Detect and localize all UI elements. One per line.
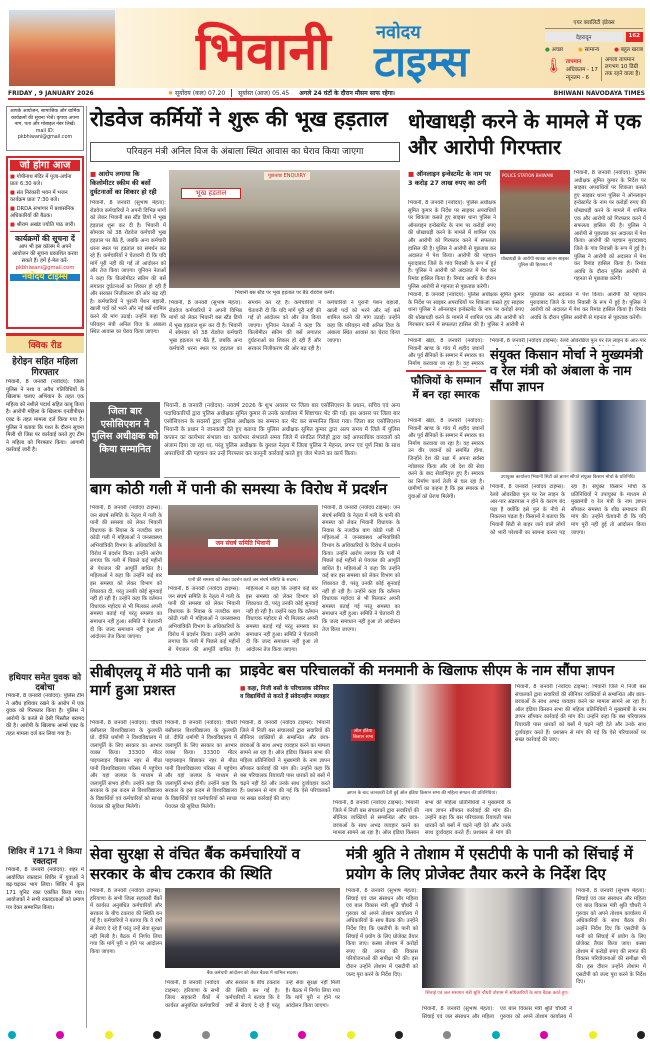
stp-photo — [422, 888, 572, 988]
stp-caption: सिंचाई एवं जल संसाधन मंत्री श्रुति चौधरी तोशाम में अधिकारियों के साथ बैठक करते हुए। — [425, 991, 569, 996]
bank-body-cont: भिवानी, 8 जनवरी (नवोदय टाइम्स): हरियाणा के सभी जिला सहकारी बैंकों में कार्यरत अनुबंधित कर्मचारियों और सरकार के बीच टकराव की स्थिति बन गई है। कर्मचारियों ने बताया कि वे वर्षों से सेवाएं दे रहे हैं परंतु उन्हें सेवा सुरक्षा नहीं मिली है। बैठक में निर्णय लिया गया कि मांगें पूरी न होने पर आंदोलन किया जाएगा। — [165, 980, 340, 1009]
temple-photo — [9, 10, 115, 86]
kisan-body-top: भिवानी, 8 जनवरी (नवोदय टाइम्स): रेलवे ओवरब्रिज पुल पर रेल लाइन के आर-पार — [490, 338, 646, 344]
sun-icon: ✹ — [168, 89, 174, 97]
memorial-body: भिवानी खेड़ा, 8 जनवरी (नवोदय): भिवानी खण्ड के गांव में शहीद जवानों और पूर्व सैनिकों के सम्मान में स्मारक का निर्माण करवाया जा रहा है। यह स्मारक उन वीर जवानों को समर्पित होगा, जिन्होंने देश की रक्षा में अपना सर्वस्व न्योछावर किया और जो देश की सेवा करने के बाद सेवानिवृत्त हुए हैं। स्मारक का निर्माण कार्य तेजी से चल रहा है। ग्रामीणों का कहना है कि इस स्मारक से युवाओं को प्रेरणा मिलेगी। — [408, 418, 484, 500]
registration-strip — [8, 1031, 645, 1039]
notice-text: आप भी इस कॉलम में अपने आयोजन की सूचना प्रकाशित करवा सकते हैं। हमें ई-मेल करें- — [12, 244, 78, 264]
lead-headline: रोडवेज कर्मियों ने शुरू की भूख हड़ताल — [90, 107, 388, 131]
lead-body-cont: भिवानी, 8 जनवरी (सुभाष मेहता): रोडवेज कर्मचारियों ने अपनी विभिन्न मांगों को लेकर भिवानी बस स्टैंड डिपो में भूख हड़ताल शुरू कर दी है। भिवानी में सोमवार को 38 रोडवेज कर्मचारी भूख हड़ताल पर बैठे हैं, जबकि अन्य कर्मचारी धरना स्थल पर हड़ताल का समर्थन कर रहे हैं। कर्मचारियों ने चेतावनी दी कि यदि मांगें पूरी नहीं की गईं तो आंदोलन को और तेज किया जाएगा। यूनियन नेताओं ने कहा कि किलोमीटर स्कीम की बसें लगातार दुर्घटनाओं का शिकार हो रही हैं और सरकार निजीकरण की ओर बढ़ रही है। कर्मचारियों ने पुरानी पेंशन बहाली, खाली पदों को भरने और नई बसें शामिल करने की मांग उठाई। उन्होंने कहा कि परिवहन मंत्री अनिल विज के अंबाला स्थित आवास का घेराव किया जाएगा। — [169, 300, 400, 352]
cblu-body: भिवानी, 8 जनवरी (नवोदय): चौधरी बंसीलाल विश्वविद्यालय के कुलपति प्रो. दीप्ति धर्माणी ने विश्वविद्यालय में जलापूर्ति के लिए सरकार का आभार व्यक्त किया। 33300 मीटर पाइपलाइन बिछाकर नहर से मीठा पानी विश्वविद्यालय परिसर में पहुंचेगा और यहां जलघर के माध्यम से जलापूर्ति संभव होगी। उन्होंने कहा कि सरकार के इस कदम से विश्वविद्यालय के विद्यार्थियों एवं कर्मचारियों को स्वच्छ पेयजल की सुविधा मिलेगी। — [90, 720, 162, 810]
fraud-body: भिवानी, 8 जनवरी (नवोदय): पुलिस अधीक्षक सुमित कुमार के निर्देश पर साइबर अपराधियों पर शिकंजा कसते हुए साइबर थाना पुलिस ने ऑनलाइन इन्वेस्टमेंट के नाम पर करोड़ों रुपए की धोखाधड़ी करने के मामले में शामिल एक और आरोपी को गिरफ्तार करने में सफलता हासिल की है। पुलिस ने आरोपी से पूछताछ कर अदालत में पेश किया। आरोपी की पहचान मुरादाबाद जिले के गांव निवासी के रूप में हुई है। पुलिस ने आरोपी को अदालत में पेश कर रिमांड हासिल किया है। रिमांड अवधि के दौरान पुलिस आरोपी से गहनता से पूछताछ करेगी। — [408, 200, 496, 290]
today-item: ■ संत निरंकारी भवन में भजन कार्यक्रम प्रातः 7:30 बजे। — [10, 190, 80, 204]
story-body: भिवानी, 8 जनवरी (नवोदय): पुलिस टीम ने अवैध हथियार रखने के आरोप में एक युवक को गिरफ्तार किया है। पुलिस ने आरोपी के कब्जे से देसी पिस्तौल बरामद की है। आरोपी के खिलाफ आर्म्स एक्ट के तहत मामला दर्ज कर लिया गया है। — [6, 693, 84, 737]
water-body-mid: भिवानी, 8 जनवरी (नवोदय टाइम्स): जन संघर्ष समिति के नेतृत्व में गली के पानी की समस्या को लेकर भिवानी विधायक के निवास के नजदीक बाग कोठी गली में महिलाओं ने जनस्वास्थ्य अभियांत्रिकी विभाग के अधिकारियों के विरोध में प्रदर्शन किया। उन्होंने आरोप लगाया कि गली में पिछले कई महीनों से पेयजल की आपूर्ति बाधित है। महिलाओं ने कहा कि उन्होंने कई बार इस समस्या को लेकर विभाग को शिकायत दी, परंतु उनकी कोई सुनवाई नहीं हो रही है। उन्होंने कहा कि वर्तमान विधायक महोदय से भी मिलकर अपनी समस्या बताई गई परंतु समस्या का समाधान नहीं हुआ। समिति ने चेतावनी दी कि जल्द समाधान नहीं हुआ तो आंदोलन तेज किया जाएगा। — [168, 586, 318, 653]
quick-read-story — [6, 847, 84, 987]
bus-caption: ज्ञापन के बाद जानकारी देती हुई ऑल इंडिया किसान सभा की महिला संगठन की प्रतिनिधियां। — [347, 791, 497, 796]
lead-subhead: परिवहन मंत्री अनिल विज के अंबाला स्थित आवास का घेराव किया जाएगा — [90, 142, 400, 162]
fraud-headline: धोखाधड़ी करने के मामले में एक और आरोपी गिरफ्तार — [408, 109, 642, 159]
today-item: ■ गोपीनाथ मंदिर में पूजा-अर्चना प्रातः 6:30 बजे। — [10, 174, 80, 188]
bus-body: भिवानी, 8 जनवरी (नवोदय टाइम्स): भिवानी जिले में निजी बस संचालकों द्वारा सवारियों की सीनियर व्यक्तियों से सम्बन्धित और छात्र-छात्राओं के साथ अभद्र व्यवहार करने का मामला सामने आ रहा है। ऑल इंडिया किसान सभा की महिला प्रतिनिधियों ने मुख्यमंत्री के नाम ज्ञापन सौंपकर कार्रवाई की मांग की। उन्होंने कहा कि बस परिचालक रियायती पास धारकों को बसों में चढ़ने नहीं देते और उनके साथ दुर्व्यवहार करते हैं। प्रशासन से मांग की गई कि ऐसे परिचालकों पर सख्त कार्रवाई की जाए। — [240, 720, 330, 802]
water-body: भिवानी, 8 जनवरी (नवोदय टाइम्स): जन संघर्ष समिति के नेतृत्व में गली के पानी की समस्या को लेकर भिवानी विधायक के निवास के नजदीक बाग कोठी गली में महिलाओं ने जनस्वास्थ्य अभियांत्रिकी विभाग के अधिकारियों के विरोध में प्रदर्शन किया। उन्होंने आरोप लगाया कि गली में पिछले कई महीनों से पेयजल की आपूर्ति बाधित है। महिलाओं ने कहा कि उन्होंने कई बार इस समस्या को लेकर विभाग को शिकायत दी, परंतु उनकी कोई सुनवाई नहीं हो रही है। उन्होंने कहा कि वर्तमान विधायक महोदय से भी मिलकर अपनी समस्या बताई गई परंतु समस्या का समाधान नहीं हुआ। समिति ने चेतावनी दी कि जल्द समाधान नहीं हुआ तो आंदोलन तेज किया जाएगा। — [90, 505, 162, 641]
fraud-kicker: ■ ऑनलाइन इन्वेस्टमेंट के नाम पर 3 करोड़ 27 लाख रुपए का ठगी — [408, 170, 496, 188]
story-title: हथियार समेत युवक को दबोचा — [8, 673, 82, 693]
forecast: अगला तापमान लगभग 10 डिग्री तक रहने वाला है। — [604, 57, 641, 77]
bank-caption: बैंक कर्मचारी आंदोलन को लेकर बैठक में शामिल सदस्य। — [206, 971, 299, 976]
stp-body: भिवानी, 8 जनवरी (सुभाष मेहता): सिंचाई एवं जल संसाधन और महिला एवं बाल विकास मंत्री श्रुति चौधरी ने गुरुवार को अपने तोशाम कार्यालय में अधिकारियों के साथ बैठक की। उन्होंने निर्देश दिए कि एसटीपी के पानी को सिंचाई में प्रयोग के लिए प्रोजेक्ट तैयार किया जाए। कस्बा तोशाम में करोड़ों रुपए की लागत की विकास परियोजनाओं की समीक्षा भी की। इस दौरान उन्होंने तोशाम में एसटीपी को जल्द पूरा करने के निर्देश दिए। — [346, 888, 418, 978]
sunrise: सूर्योदय (कल) 07.20 — [175, 89, 232, 97]
quick-read-story — [6, 673, 84, 843]
brand: BHIWANI NAVODAYA TIMES — [553, 89, 645, 97]
stp-body-mid: भिवानी, 8 जनवरी (सुभाष मेहता): सिंचाई एवं जल संसाधन और महिला एवं बाल विकास मंत्री श्रुति चौधरी ने गुरुवार को अपने तोशाम कार्यालय में — [422, 1006, 572, 1020]
notice-title: कार्यक्रमों की सूचना दें — [15, 234, 75, 243]
photo-sign: POLICE STATION BHIWANI — [502, 173, 554, 178]
weather-note: अगले 24 घंटों के दौरान मौसम साफ रहेगा। — [299, 90, 395, 97]
bus-body-mid: भिवानी, 8 जनवरी (नवोदय टाइम्स): भिवानी जिले में निजी बस संचालकों द्वारा सवारियों की सीनियर व्यक्तियों से सम्बन्धित और छात्र-छात्राओं के साथ अभद्र व्यवहार करने का मामला सामने आ रहा है। ऑल इंडिया किसान सभा की महिला प्रतिनिधियों ने मुख्यमंत्री के नाम ज्ञापन सौंपकर कार्रवाई की मांग की। उन्होंने कहा कि बस परिचालक रियायती पास धारकों को बसों में चढ़ने नहीं देते और उनके साथ दुर्व्यवहार करते हैं। प्रशासन से मांग की — [333, 800, 511, 837]
stp-body-right: भिवानी, 8 जनवरी (सुभाष मेहता): सिंचाई एवं जल संसाधन और महिला एवं बाल विकास मंत्री श्रुति चौधरी ने गुरुवार को अपने तोशाम कार्यालय में अधिकारियों के साथ बैठक की। उन्होंने निर्देश दिए कि एसटीपी के पानी को सिंचाई में प्रयोग के लिए प्रोजेक्ट तैयार किया जाए। कस्बा तोशाम में करोड़ों रुपए की लागत की विकास परियोजनाओं की समीक्षा भी की। इस दौरान उन्होंने तोशाम में एसटीपी को जल्द पूरा करने के निर्देश दिए। — [576, 888, 646, 986]
story-body: भिवानी, 8 जनवरी (नवोदय): जिला पुलिस ने नशा व अवैध गतिविधियों के खिलाफ चलाए अभियान के तहत एक महिला को नशीले पदार्थ सहित काबू किया है। आरोपी महिला के खिलाफ एनडीपीएस एक्ट के तहत मामला दर्ज किया गया है। पुलिस ने बताया कि गश्त के दौरान सूचना मिली थी जिस पर कार्रवाई करते हुए टीम ने महिला को गिरफ्तार किया। आगामी कार्रवाई जारी है। — [6, 379, 84, 454]
today-item: ■ श्रीराम अखंड ज्योति पाठ जारी। — [10, 222, 80, 232]
bank-headline: सेवा सुरक्षा से वंचित बैंक कर्मचारियों व सरकार के बीच टकराव की स्थिति — [90, 845, 300, 883]
fraud-photo — [500, 170, 570, 254]
appeal-box — [6, 106, 84, 151]
bus-body-right: भिवानी, 8 जनवरी (नवोदय टाइम्स): भिवानी जिले में निजी बस संचालकों द्वारा सवारियों की सीनियर व्यक्तियों से सम्बन्धित और छात्र-छात्राओं के साथ अभद्र व्यवहार करने का मामला सामने आ रहा है। ऑल इंडिया किसान सभा की महिला प्रतिनिधियों ने मुख्यमंत्री के नाम ज्ञापन सौंपकर कार्रवाई की मांग की। उन्होंने कहा कि बस परिचालक रियायती पास धारकों को बसों में चढ़ने नहीं देते और उनके साथ दुर्व्यवहार करते हैं। प्रशासन से मांग की गई कि ऐसे परिचालकों पर सख्त कार्रवाई की जाए। — [515, 684, 646, 744]
temp-min: न्यूनतम - 6 — [565, 75, 590, 81]
kisan-headline: संयुक्त किसान मोर्चा ने मुख्यमंत्री व रेल मंत्री को अंबाला के नाम सौंपा ज्ञापन — [490, 348, 643, 395]
today-item: ■ DRDA सभागार में प्रशासनिक अधिकारियों की बैठक। — [10, 206, 80, 220]
masthead-title-red: भिवानी — [196, 22, 331, 82]
date: FRIDAY , 9 JANUARY 2026 — [8, 89, 94, 97]
bus-photo — [333, 684, 511, 788]
bank-body: भिवानी, 8 जनवरी (नवोदय टाइम्स): हरियाणा के सभी जिला सहकारी बैंकों में कार्यरत अनुबंधित कर्मचारियों और सरकार के बीच टकराव की स्थिति बन गई है। कर्मचारियों ने बताया कि वे वर्षों से सेवाएं दे रहे हैं परंतु उन्हें सेवा सुरक्षा नहीं मिली है। बैठक में निर्णय लिया गया कि मांगें पूरी न होने पर आंदोलन किया जाएगा। — [90, 888, 162, 955]
sunset: सूर्यास्त (आज) 05.45 — [238, 90, 290, 97]
bar-sidebox: जिला बार एसोसिएशन ने पुलिस अधीक्षक को किया सम्मानित — [90, 402, 160, 478]
bus-kicker: ■ कहा, निजी बसों के परिचालक सीनियर व विद्यार्थियों से करते हैं संवेदनहीन व्यवहार — [240, 685, 330, 701]
bar-body: भिवानी, 8 जनवरी (नवोदय): नववर्ष 2026 के शुभ अवसर पर जिला बार एसोसिएशन के प्रधान, सचिव एवं अन्य पदाधिकारियों द्वारा पुलिस अधीक्षक सुमित कुमार से उनके कार्यालय में शिष्टाचार भेंट की गई। इस अवसर पर जिला बार एसोसिएशन के सदस्यों द्वारा पुलिस अधीक्षक का सम्मान कर भेंट कर सम्मानित किया गया। जिला बार एसोसिएशन भिवानी के प्रधान ने जानकारी देते हुए बताया कि पुलिस अधीक्षक सुमित कुमार द्वारा अल्प समय में जिले में पुलिस कप्तान का कार्यभार संभाला था। कार्यभार संभालते समय जिले में संगठित गिरोहों द्वारा कई आपराधिक वारदातों को अंजाम दिया जा रहा था, परंतु पुलिस अधीक्षक के कुशल नेतृत्व में जिला पुलिस ने मेहनत, लगन एवं पूर्ण निष्ठा के साथ अपराधियों की पहचान कर उन्हें गिरफ्तार कर कानूनी कार्रवाई करते हुए जेल भेजने का कार्य किया। — [164, 402, 400, 478]
aqi-city: देहरादून — [545, 32, 623, 42]
water-body-right: भिवानी, 8 जनवरी (नवोदय टाइम्स): जन संघर्ष समिति के नेतृत्व में गली के पानी की समस्या को लेकर भिवानी विधायक के निवास के नजदीक बाग कोठी गली में महिलाओं ने जनस्वास्थ्य अभियांत्रिकी विभाग के अधिकारियों के विरोध में प्रदर्शन किया। उन्होंने आरोप लगाया कि गली में पिछले कई महीनों से पेयजल की आपूर्ति बाधित है। महिलाओं ने कहा कि उन्होंने कई बार इस समस्या को लेकर विभाग को शिकायत दी, परंतु उनकी कोई सुनवाई नहीं हो रही है। उन्होंने कहा कि वर्तमान विधायक महोदय से भी मिलकर अपनी समस्या बताई गई परंतु समस्या का समाधान नहीं हुआ। समिति ने चेतावनी दी कि जल्द समाधान नहीं हुआ तो आंदोलन तेज किया जाएगा। — [322, 505, 400, 633]
masthead-title-blue-top: नवोदय — [376, 22, 421, 43]
quick-read-header: क्विक रीड — [6, 333, 84, 353]
notice-mail[interactable]: pkbhiwani@gmail.com — [15, 265, 75, 271]
kisan-photo — [490, 400, 646, 472]
lead-kicker: ■ आरोप लगाया कि किलोमीटर स्कीम की बसों दुर्घटनाओं का शिकार हो रही — [90, 170, 166, 197]
lead-body: भिवानी, 8 जनवरी (सुभाष मेहता): रोडवेज कर्मचारियों ने अपनी विभिन्न मांगों को लेकर भिवानी बस स्टैंड डिपो में भूख हड़ताल शुरू कर दी है। भिवानी में सोमवार को 38 रोडवेज कर्मचारी भूख हड़ताल पर बैठे हैं, जबकि अन्य कर्मचारी धरना स्थल पर हड़ताल का समर्थन कर रहे हैं। कर्मचारियों ने चेतावनी दी कि यदि मांगें पूरी नहीं की गईं तो आंदोलन को और तेज किया जाएगा। यूनियन नेताओं ने कहा कि किलोमीटर स्कीम की बसें लगातार दुर्घटनाओं का शिकार हो रही हैं और सरकार निजीकरण की ओर बढ़ रही है। कर्मचारियों ने पुरानी पेंशन बहाली, खाली पदों को भरने और नई बसें शामिल करने की मांग उठाई। उन्होंने कहा कि परिवहन मंत्री अनिल विज के अंबाला स्थित आवास का घेराव किया जाएगा। — [90, 200, 166, 336]
masthead-title-blue: टाइम्स — [374, 37, 469, 86]
masthead — [8, 8, 645, 88]
aqi-legend-moderate: ● सामान्य — [578, 47, 600, 53]
bank-photo — [165, 888, 340, 968]
story-title: हेरोइन सहित महिला गिरफ्तार — [12, 357, 78, 378]
photo-banner: जन संघर्ष समिति भिवानी — [208, 539, 278, 547]
fraud-caption: धोखाधड़ी के आरोपी स्वतक जातम साइबर पुलिस की हिरासत में — [501, 257, 569, 268]
stp-headline: मंत्री श्रुति ने तोशाम में एसटीपी के पानी को सिंचाई में प्रयोग के लिए प्रोजेक्ट तैयार करने के निर्देश दिए — [346, 845, 633, 883]
thermometer-icon: 🌡 — [545, 58, 563, 74]
bus-headline: प्राइवेट बस परिचालकों की मनमानी के खिलाफ सीएम के नाम सौंपा ज्ञापन — [240, 663, 615, 679]
photo-placard: ऑल इंडिया किसान सभा — [352, 729, 374, 740]
water-caption: पानी की समस्या को लेकर प्रदर्शन करते जन संघर्ष समिति के सदस्य। — [187, 578, 299, 583]
cblu-body-cont: भिवानी, 8 जनवरी (नवोदय): चौधरी बंसीलाल विश्वविद्यालय के कुलपति प्रो. दीप्ति धर्माणी ने विश्वविद्यालय में जलापूर्ति के लिए सरकार का आभार व्यक्त किया। 33300 मीटर पाइपलाइन बिछाकर नहर से मीठा पानी विश्वविद्यालय परिसर में पहुंचेगा और यहां जलघर के माध्यम से जलापूर्ति संभव होगी। उन्होंने कहा कि सरकार के इस कदम से विश्वविद्यालय के विद्यार्थियों एवं कर्मचारियों को स्वच्छ पेयजल की सुविधा मिलेगी। — [165, 720, 237, 810]
today-title: जो होगा आज — [10, 160, 80, 171]
today-box — [6, 156, 84, 329]
appeal-text: आपके आयोजन, सामाजिक और धार्मिक कार्यक्रमों की सूचना भेजें। कृपया अपना नाम, पता और मोबाइल नंबर लिखें। — [9, 109, 81, 127]
water-headline: बाग कोठी गली में पानी की समस्या के विरोध में प्रदर्शन — [90, 480, 388, 498]
aqi-box — [545, 18, 643, 84]
lead-photo — [169, 170, 400, 288]
notice-brand: नवोदय टाइम्स — [10, 274, 80, 281]
quick-read-story — [6, 357, 84, 669]
aqi-legend-good: ● अच्छा — [545, 47, 564, 53]
date-bar — [8, 88, 645, 100]
appeal-mail: mail ID: pkbhiwani@gmail.com — [17, 128, 73, 140]
aqi-legend-bad: ● बहुत खराब — [614, 47, 643, 53]
story-body: भिवानी, 8 जनवरी (नवोदय): शहर में आयोजित रक्तदान शिविर में युवाओं ने बढ़-चढ़कर भाग लिया। शिविर में कुल 171 यूनिट रक्त एकत्रित किया गया। आयोजकों ने सभी रक्तदाताओं को प्रमाण पत्र देकर सम्मानित किया। — [6, 867, 84, 911]
fraud-body-more: भिवानी, 8 जनवरी (नवोदय): पुलिस अधीक्षक सुमित कुमार के निर्देश पर साइबर अपराधियों पर शिकंजा कसते हुए साइबर थाना पुलिस ने ऑनलाइन इन्वेस्टमेंट के नाम पर करोड़ों रुपए की धोखाधड़ी करने के मामले में शामिल एक और आरोपी को गिरफ्तार करने में सफलता हासिल की है। पुलिस ने आरोपी से पूछताछ कर अदालत में पेश किया। आरोपी की पहचान मुरादाबाद जिले के गांव निवासी के रूप में हुई है। पुलिस ने आरोपी को अदालत में पेश कर रिमांड हासिल किया है। रिमांड अवधि के दौरान पुलिस आरोपी से गहनता से पूछताछ करेगी। — [408, 292, 646, 329]
aqi-value: 162 — [626, 32, 643, 42]
temp-max: अधिकतम - 17 — [565, 67, 598, 73]
kisan-body: भिवानी, 8 जनवरी (नवोदय टाइम्स): रेलवे ओवरब्रिज पुल पर रेल लाइन के आर-पार अंडरपास न होने के कारण बंद पड़ा है क्योंकि इसे पुल के नीचे से निकलना पड़ता है। किसानों ने बताया कि भिवानी सिटी से बाहर जाने वाले लोगों को भारी परेशानी का सामना करना पड़ रहा है। संयुक्त किसान मोर्चा के प्रतिनिधियों ने उपायुक्त के माध्यम से मुख्यमंत्री व रेल मंत्री के नाम ज्ञापन सौंपकर समस्या के शीघ्र समाधान की मांग की। उन्होंने चेतावनी दी कि यदि मांग पूरी नहीं हुई तो आंदोलन किया जाएगा। — [490, 484, 646, 536]
cblu-headline: सीबीएलयू में मीठे पानी का मार्ग हुआ प्रशस्त — [90, 665, 231, 699]
photo-sign: पूछताछ ENQUIRY — [264, 172, 310, 180]
fraud-body-cont: भिवानी, 8 जनवरी (नवोदय): पुलिस अधीक्षक सुमित कुमार के निर्देश पर साइबर अपराधियों पर शिकंजा कसते हुए साइबर थाना पुलिस ने ऑनलाइन इन्वेस्टमेंट के नाम पर करोड़ों रुपए की धोखाधड़ी करने के मामले में शामिल एक और आरोपी को गिरफ्तार करने में सफलता हासिल की है। पुलिस ने आरोपी से पूछताछ कर अदालत में पेश किया। आरोपी की पहचान मुरादाबाद जिले के गांव निवासी के रूप में हुई है। पुलिस ने आरोपी को अदालत में पेश कर रिमांड हासिल किया है। रिमांड अवधि के दौरान पुलिस आरोपी से गहनता से पूछताछ करेगी। — [574, 170, 646, 283]
memorial-body-top: भिवानी खेड़ा, 8 जनवरी (नवोदय): भिवानी खण्ड के गांव में शहीद जवानों और पूर्व सैनिकों के सम्मान में स्मारक का निर्माण करवाया जा रहा है। यह स्मारक — [408, 338, 484, 367]
story-title: शिविर में 171 ने किया रक्तदान — [8, 847, 82, 867]
sidebar — [6, 106, 84, 1028]
aqi-label: एयर क्वालिटी इंडेक्स — [545, 18, 643, 29]
weather-label: तापमान — [565, 59, 582, 65]
water-photo — [168, 505, 318, 575]
kisan-caption: उपायुक्त कार्यालय भिवानी सिटी को ज्ञापन सौंपते संयुक्त किसान मोर्चा के प्रतिनिधि। — [500, 475, 636, 480]
memorial-headline: फौजियों के सम्मान में बन रहा स्मारक — [406, 370, 486, 402]
lead-caption: भिवानी बस स्टैंड पर भूख हड़ताल पर बैठे रोडवेज कर्मी। — [234, 290, 335, 296]
photo-banner: भूख हड़ताल — [181, 188, 241, 199]
